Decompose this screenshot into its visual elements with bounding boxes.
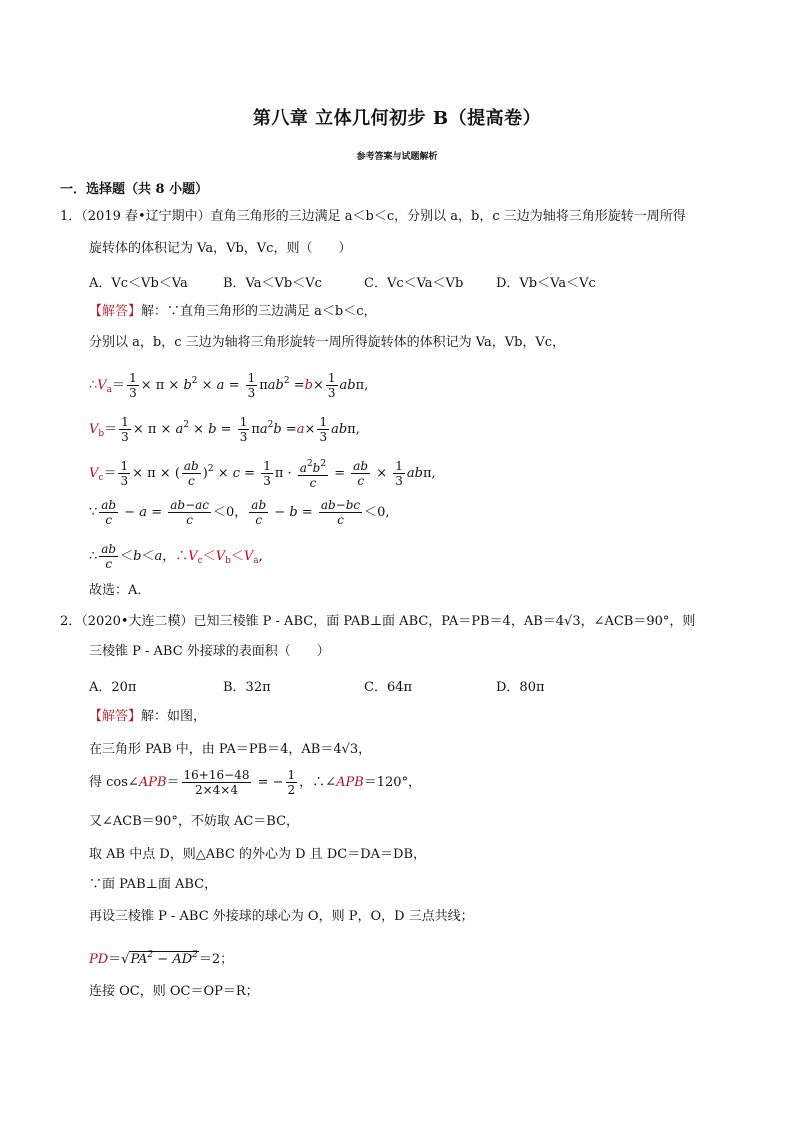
q1-conclusion: 故选：A．: [89, 583, 151, 598]
q2-step-4: 取 AB 中点 D，则△ABC 的外心为 D 且 DC＝DA＝DB，: [89, 847, 426, 862]
q2-option-c: C．64π: [364, 680, 413, 695]
q2-solution-tag: 【解答】: [89, 709, 142, 724]
q2-step-2: 得 cos∠APB＝ $\frac{16+16-48}{2\times 4\times 4}$ = − $\frac{1}{2}$ ，∴∠APB＝120°，: [89, 768, 422, 797]
q2-step-3: 又∠ACB＝90°，不妨取 AC＝BC，: [89, 814, 300, 829]
q1-option-d: D．Vb＜Va＜Vc: [496, 276, 596, 291]
section-heading: 一．选择题（共 8 小题）: [60, 182, 209, 197]
q2-option-a: A．20π: [89, 680, 137, 695]
q1-option-c: C．Vc＜Va＜Vb: [364, 276, 464, 291]
q2-step-8: 连接 OC，则 OC＝OP＝R；: [89, 984, 259, 999]
q1-solution-tag: 【解答】: [89, 304, 142, 319]
q1-solution-intro: 解：∵直角三角形的三边满足 a＜b＜c，: [141, 304, 377, 319]
q2-step-6: 再设三棱锥 P - ABC 外接球的球心为 O，则 P，O，D 三点共线；: [89, 909, 474, 924]
q1-formula-va: $\therefore V_a=$ $\frac{1}{3}$ × $\pi \times b^2 \times a$ = $\frac{1}{3}$ πab$^2$ =b× $\frac{1}{3}$ abπ,: [89, 371, 369, 400]
q2-solution-intro: 解：如图，: [141, 709, 207, 724]
q1-formula-compare: ∵ $\frac{ab}{c}$ − a = $\frac{ab-ac}{c}$ ＜0， $\frac{ab}{c}$ − b = $\frac{ab-bc}{c}$ ＜0,: [89, 498, 390, 527]
q2-stem-line2: 三棱锥 P - ABC 外接球的表面积（ ）: [89, 644, 330, 659]
q2-solution: [89, 708, 206, 726]
q2-option-b: B．32π: [223, 680, 271, 695]
q1-stem-line2: 旋转体的体积记为 Va，Vb，Vc，则（ ）: [89, 241, 352, 256]
q1-option-a: A．Vc＜Vb＜Va: [89, 276, 188, 291]
q2-step-1: 在三角形 PAB 中，由 PA＝PB＝4，AB＝4√3，: [89, 742, 372, 757]
q1-formula-vc: $V_c=$ $\frac{1}{3}$ × π × ( $\frac{ab}{c}$ )$^2$ × c = $\frac{1}{3}$ π · $\frac{a^2b^2}{c}$ = $\frac{ab}{c}$ × $\frac{1}{3}$ abπ,: [89, 459, 436, 490]
q2-step-7: $PD=√PA^2 - AD^2=2$；: [89, 950, 234, 967]
page-subtitle: 参考答案与试题解析: [356, 152, 438, 162]
q2-stem-line1: 2．（2020•大连二模）已知三棱锥 P - ABC，面 PAB⊥面 ABC，PA＝PB＝4，AB＝4√3，∠ACB＝90°，则: [60, 614, 696, 629]
q1-solution: [89, 303, 377, 321]
q1-formula-result: ∴ $\frac{ab}{c}$ ＜b＜a，$\therefore V_c<V_b<V_a$,: [89, 542, 263, 571]
q1-formula-vb: $V_b=$ $\frac{1}{3}$ × $\pi \times a^2 \times b$ = $\frac{1}{3}$ $\pi a^2b =a\times$ $\frac{1}{3}$ abπ,: [89, 415, 360, 444]
q1-option-b: B．Va＜Vb＜Vc: [223, 276, 322, 291]
q1-solution-line2: 分别以 a，b，c 三边为轴将三角形旋转一周所得旋转体的体积记为 Va，Vb，Vc，: [89, 335, 566, 350]
page-title: 第八章 立体几何初步 B（提高卷）: [252, 108, 542, 129]
q1-stem-line1: 1．（2019 春•辽宁期中）直角三角形的三边满足 a＜b＜c，分别以 a，b，c 三边为轴将三角形旋转一周所得: [60, 209, 686, 224]
q2-option-d: D．80π: [496, 680, 545, 695]
q2-step-5: ∵面 PAB⊥面 ABC，: [89, 877, 218, 892]
